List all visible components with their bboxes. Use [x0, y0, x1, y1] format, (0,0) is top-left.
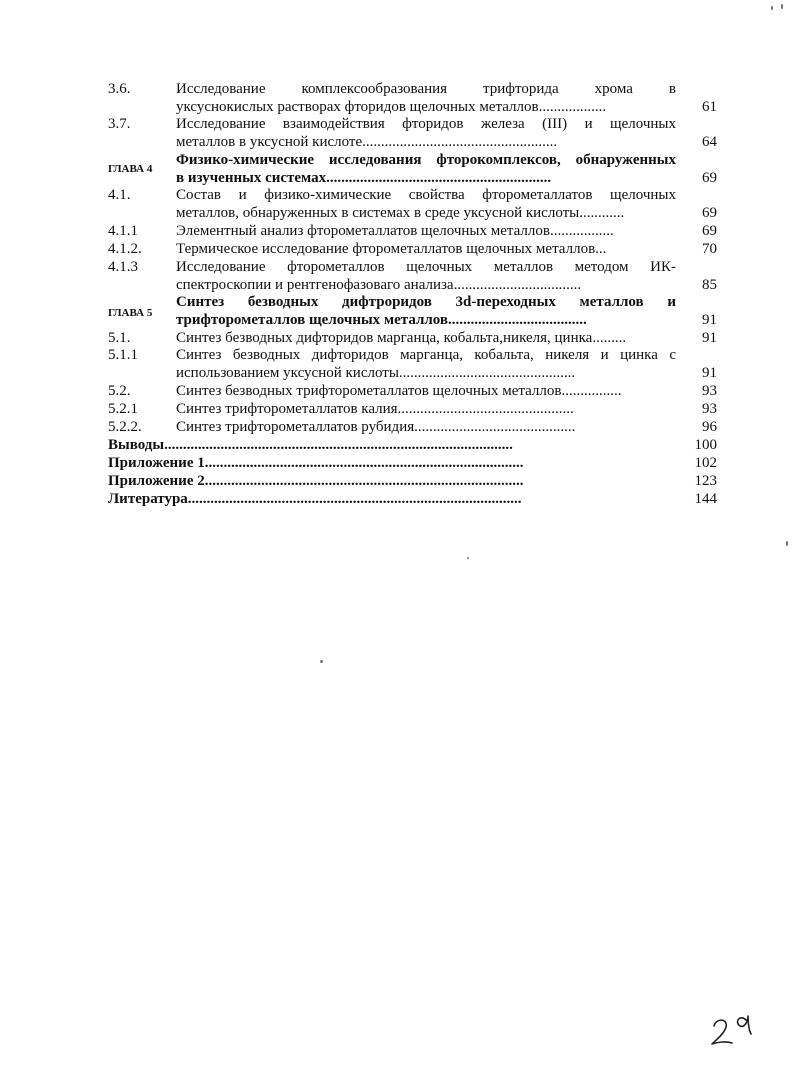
handwritten-page-number	[704, 1000, 764, 1048]
page-number: 100	[694, 437, 717, 453]
page-number: 64	[702, 134, 717, 150]
scan-speck	[786, 541, 788, 546]
entry-title: Литература.........................................................................................	[108, 491, 522, 507]
section-number: 3.6.	[108, 81, 131, 97]
entry-title-line-1: Исследование комплексообразования трифторида хрома в	[176, 81, 676, 97]
entry-title-line-1: Синтез безводных дифторидов марганца, кобальта,никеля, цинка.........	[176, 330, 627, 346]
section-number: 4.1.	[108, 187, 131, 203]
entry-title-line-1: Элементный анализ фторометаллатов щелочных металлов.................	[176, 223, 614, 239]
page-number: 91	[702, 312, 717, 328]
page-number: 69	[702, 170, 717, 186]
entry-title-line-2: трифторометаллов щелочных металлов.....................................	[176, 312, 587, 328]
entry-title-line-2: уксуснокислых растворах фторидов щелочных металлов..................	[176, 99, 607, 115]
page-number: 144	[694, 491, 717, 507]
page-number: 123	[694, 473, 717, 489]
entry-title-line-1: Физико-химические исследования фторокомплексов, обнаруженных	[176, 152, 676, 168]
entry-title-line-2: металлов, обнаруженных в системах в среде уксусной кислоты............	[176, 205, 625, 221]
scan-speck	[781, 4, 783, 9]
section-number: 5.2.	[108, 383, 131, 399]
page-number: 69	[702, 223, 717, 239]
entry-title-line-1: Синтез безводных дифторидов марганца, кобальта, никеля и цинка с	[176, 347, 676, 363]
section-number: 4.1.2.	[108, 241, 142, 257]
entry-title-line-2: металлов в уксусной кислоте....................................................	[176, 134, 558, 150]
section-number: 5.1.1	[108, 347, 138, 363]
entry-title-line-1: Синтез безводных трифторометаллатов щелочных металлов................	[176, 383, 622, 399]
page-number: 96	[702, 419, 717, 435]
entry-title-line-1: Термическое исследование фторометаллатов щелочных металлов...	[176, 241, 607, 257]
entry-title-line-2: спектроскопии и рентгенофазоваго анализа..................................	[176, 277, 582, 293]
section-number: 5.1.	[108, 330, 131, 346]
page-number: 93	[702, 401, 717, 417]
entry-title-line-1: Синтез трифторометаллатов рубидия...........................................	[176, 419, 576, 435]
entry-title-line-1: Исследование взаимодействия фторидов железа (III) и щелочных	[176, 116, 676, 132]
entry-title-line-1: Синтез безводных дифтроридов 3d-переходных металлов и	[176, 294, 676, 310]
scan-speck	[771, 6, 773, 10]
page-number: 102	[694, 455, 717, 471]
page-number: 91	[702, 330, 717, 346]
entry-title: Приложение 1.....................................................................................	[108, 455, 524, 471]
page-number: 93	[702, 383, 717, 399]
page-number: 85	[702, 277, 717, 293]
entry-title-line-1: Синтез трифторометаллатов калия...............................................	[176, 401, 574, 417]
entry-title: Приложение 2.....................................................................................	[108, 473, 524, 489]
entry-title-line-1: Состав и физико-химические свойства фторометаллатов щелочных	[176, 187, 676, 203]
section-number: 3.7.	[108, 116, 131, 132]
page-number: 69	[702, 205, 717, 221]
page-number: 61	[702, 99, 717, 115]
section-number: 5.2.1	[108, 401, 138, 417]
entry-title-line-2: в изученных системах............................................................	[176, 170, 552, 186]
section-number: 4.1.1	[108, 223, 138, 239]
page-number: 91	[702, 365, 717, 381]
entry-title-line-2: использованием уксусной кислоты...............................................	[176, 365, 576, 381]
scan-speck	[467, 557, 469, 559]
entry-title-line-1: Исследование фторометаллов щелочных металлов методом ИК-	[176, 259, 676, 275]
chapter-label: ГЛАВА 5	[108, 307, 153, 319]
entry-title: Выводы.............................................................................................	[108, 437, 513, 453]
section-number: 4.1.3	[108, 259, 138, 275]
scan-speck	[320, 660, 323, 663]
page-number: 70	[702, 241, 717, 257]
section-number: 5.2.2.	[108, 419, 142, 435]
chapter-label: ГЛАВА 4	[108, 163, 153, 175]
